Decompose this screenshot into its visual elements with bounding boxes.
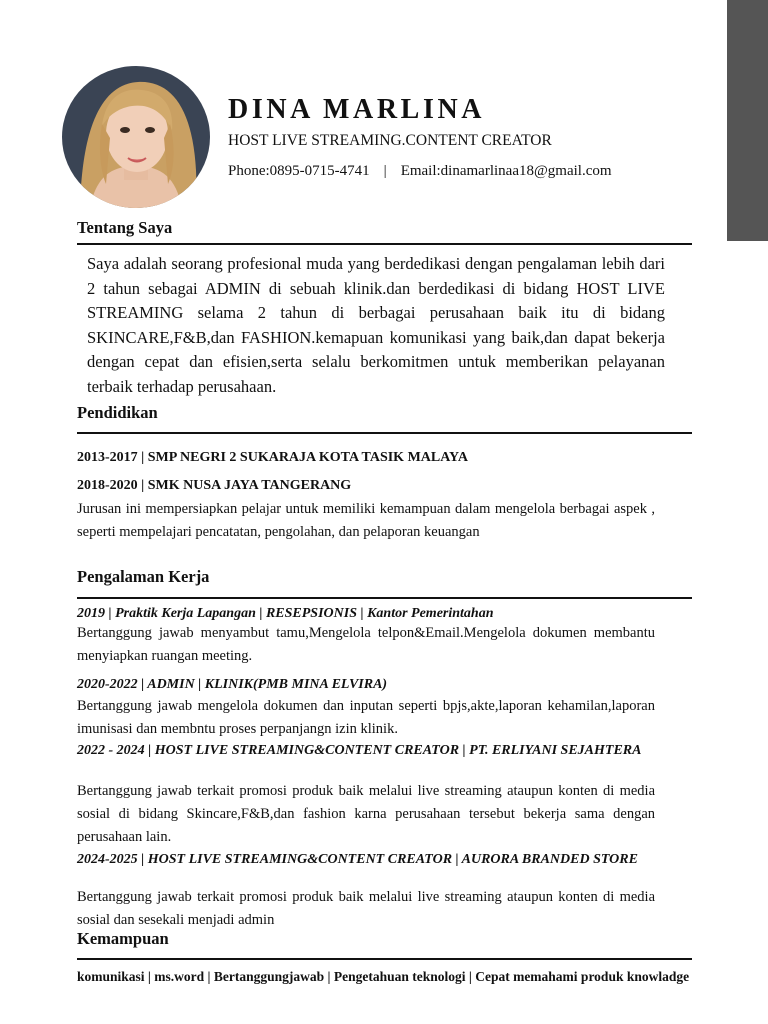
experience-description: Bertanggung jawab mengelola dokumen dan inputan seperti bpjs,akte,laporan kehamilan,laporan imunisasi dan membntu proses perpanjangn izin klinik. <box>77 698 655 737</box>
section-title-education: Pendidikan <box>77 403 158 422</box>
experience-description: Bertanggung jawab menyambut tamu,Mengelola telpon&Email.Mengelola dokumen membantu menyiapkan ruangan meeting. <box>77 625 655 664</box>
candidate-name: DINA MARLINA <box>228 94 486 125</box>
profile-photo <box>62 66 210 208</box>
section-title-experience: Pengalaman Kerja <box>77 567 210 586</box>
education-heading: 2013-2017 | SMP NEGRI 2 SUKARAJA KOTA TASIK MALAYA <box>77 450 468 465</box>
contact-separator: | <box>383 163 387 179</box>
experience-description: Bertanggung jawab terkait promosi produk baik melalui live streaming ataupun konten di media sosial dan sesekali menjadi admin <box>77 889 655 928</box>
section-divider <box>77 597 692 599</box>
education-description: Jurusan ini mempersiapkan pelajar untuk memiliki kemampuan dalam mengelola berbagai aspek , seperti mempelajari pencatatan, pengolahan, dan pelaporan keuangan <box>77 501 655 540</box>
section-divider <box>77 243 692 245</box>
email-address: Email:dinamarlinaa18@gmail.com <box>400 163 612 179</box>
experience-heading: 2024-2025 | HOST LIVE STREAMING&CONTENT CREATOR | AURORA BRANDED STORE <box>77 852 638 867</box>
phone-number: Phone:0895-0715-4741 <box>228 163 370 179</box>
education-heading: 2018-2020 | SMK NUSA JAYA TANGERANG <box>77 478 352 493</box>
contact-line <box>228 161 612 181</box>
scrollbar-thumb[interactable] <box>727 0 768 241</box>
section-divider <box>77 432 692 434</box>
experience-description: Bertanggung jawab terkait promosi produk baik melalui live streaming ataupun konten di media sosial di bidang Skincare,F&B,dan fashion karna perusahaan tersebut bekerja sama dengan perusahaan lain. <box>77 783 655 845</box>
skills-list: komunikasi | ms.word | Bertanggungjawab | Pengetahuan teknologi | Cepat memahami produk knowladge <box>77 969 690 984</box>
section-title-about: Tentang Saya <box>77 218 173 237</box>
about-text: Saya adalah seorang profesional muda yang berdedikasi dengan pengalaman lebih dari 2 tahun sebagai ADMIN di sebuah klinik.dan berdedikasi di bidang HOST LIVE STREAMING selama 2 tahun di berbagai perusahaan baik itu di bidang SKINCARE,F&B,dan FASHION.kemapuan komunikasi yang baik,dan dapat bekerja dengan cepat dan efisien,serta selalu berkomitmen untuk memberikan pelayanan terbaik terhadap perusahaan. <box>87 254 665 396</box>
experience-heading: 2022 - 2024 | HOST LIVE STREAMING&CONTENT CREATOR | PT. ERLIYANI SEJAHTERA <box>77 743 642 758</box>
section-title-skills: Kemampuan <box>77 929 169 948</box>
experience-heading: 2020-2022 | ADMIN | KLINIK(PMB MINA ELVIRA) <box>77 677 388 692</box>
experience-heading: 2019 | Praktik Kerja Lapangan | RESEPSIONIS | Kantor Pemerintahan <box>77 606 494 621</box>
job-title: HOST LIVE STREAMING.CONTENT CREATOR <box>228 132 552 149</box>
section-divider <box>77 958 692 960</box>
